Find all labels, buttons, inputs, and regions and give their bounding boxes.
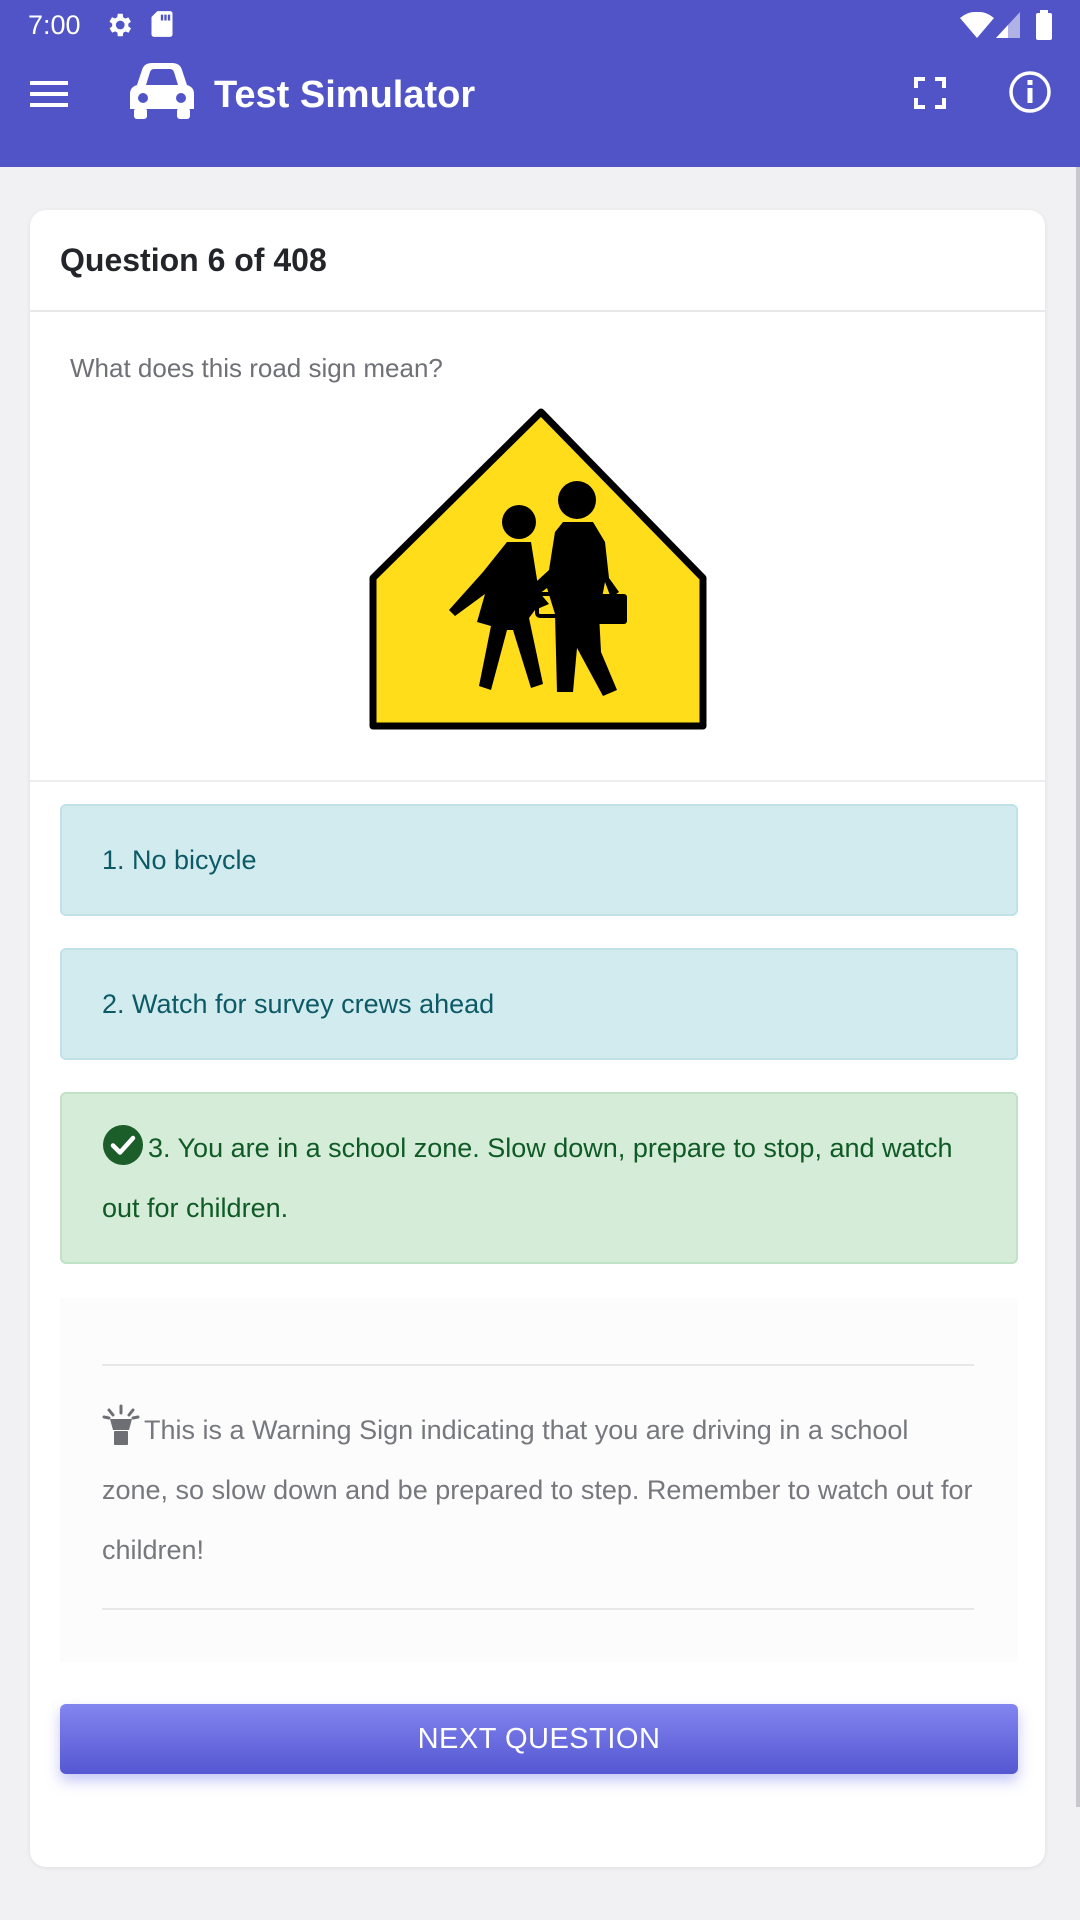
wifi-icon bbox=[960, 12, 994, 38]
question-card bbox=[30, 210, 1045, 1867]
car-icon bbox=[128, 62, 196, 120]
question-prompt: What does this road sign mean? bbox=[70, 353, 443, 383]
battery-icon bbox=[1036, 10, 1052, 40]
school-zone-sign-image bbox=[367, 408, 715, 738]
explanation-text: This is a Warning Sign indicating that you are driving in a school zone, so slow down and be prepared to step. Remember to watch out for children! bbox=[102, 1415, 973, 1565]
app-bar bbox=[0, 0, 1080, 167]
menu-icon[interactable] bbox=[30, 78, 70, 110]
app-title: Test Simulator bbox=[214, 74, 476, 116]
lightbulb-hint-icon bbox=[102, 1403, 140, 1447]
answer-option-3-correct[interactable] bbox=[60, 1092, 1018, 1264]
settings-gear-icon bbox=[104, 10, 134, 40]
answer-option-1[interactable] bbox=[60, 804, 1018, 916]
info-icon[interactable] bbox=[1008, 70, 1052, 114]
scrollbar[interactable] bbox=[1076, 167, 1080, 1807]
correct-check-icon bbox=[102, 1124, 144, 1166]
answer-option-1-label: 1. No bicycle bbox=[102, 845, 257, 875]
explanation-text-block bbox=[102, 1400, 974, 1580]
next-question-button[interactable]: NEXT QUESTION bbox=[60, 1704, 1018, 1774]
explanation-bottom-divider bbox=[102, 1608, 974, 1610]
question-header bbox=[30, 210, 1045, 312]
question-counter: Question 6 of 408 bbox=[60, 242, 327, 278]
cell-signal-icon bbox=[996, 12, 1020, 38]
answer-option-3-label: 3. You are in a school zone. Slow down, prepare to stop, and watch out for children. bbox=[102, 1133, 953, 1223]
status-time: 7:00 bbox=[28, 10, 81, 40]
answer-option-2-label: 2. Watch for survey crews ahead bbox=[102, 989, 495, 1019]
answer-option-2[interactable] bbox=[60, 948, 1018, 1060]
fullscreen-icon[interactable] bbox=[914, 77, 946, 109]
sd-card-icon bbox=[150, 10, 174, 38]
image-divider bbox=[30, 780, 1045, 782]
explanation-top-divider bbox=[102, 1364, 974, 1366]
explanation-panel bbox=[60, 1298, 1018, 1662]
